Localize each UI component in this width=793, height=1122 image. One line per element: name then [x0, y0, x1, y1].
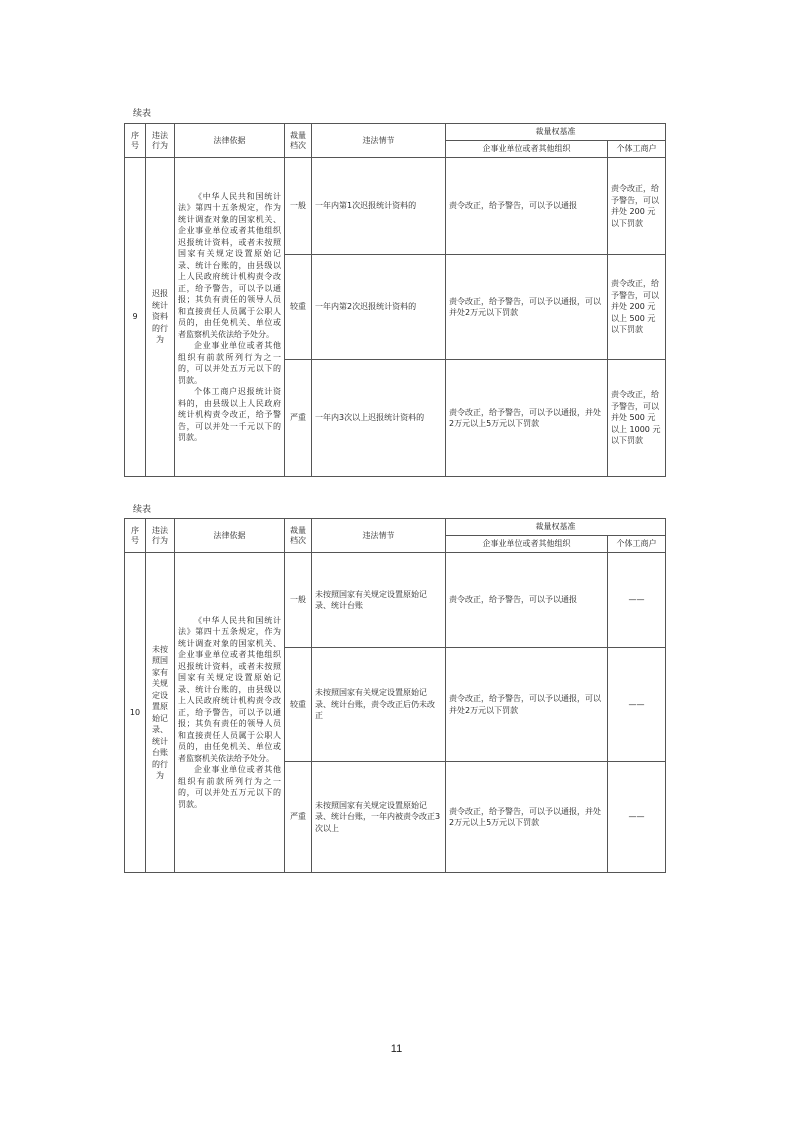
- header-circumstance: 违法情节: [312, 124, 446, 158]
- ind-penalty-cell: ——: [608, 553, 666, 648]
- header-benchmark: 裁量权基准: [446, 124, 666, 141]
- violation-act: 迟报统计资料的行为: [146, 158, 175, 477]
- circumstance-cell: 未按照国家有关规定设置原始记录、统计台账，责令改正后仍未改正: [312, 648, 446, 762]
- continued-label: 续表: [133, 109, 152, 119]
- violation-act: 未按照国家有关规定设置原始记录、统计台账的行为: [146, 553, 175, 873]
- penalty-table-10: [124, 518, 666, 873]
- header-org: 企事业单位或者其他组织: [446, 536, 608, 553]
- circumstance-cell: 一年内第2次迟报统计资料的: [312, 255, 446, 360]
- header-act: 违法行为: [146, 124, 175, 158]
- legal-basis: [175, 553, 285, 873]
- header-basis: 法律依据: [175, 519, 285, 553]
- legal-basis-para: 《中华人民共和国统计法》第四十五条规定，作为统计调查对象的国家机关、企业事业单位或者其他组织迟报统计资料，或者未按照国家有关规定设置原始记录、统计台账的，由县级以上人民政府统计机构责令改正，给予警告，可以予以通报；其负有责任的领导人员和直接责任人员属于公职人员的，由任免机关、单位或者监察机关依法给予处分。: [178, 191, 281, 339]
- circumstance-cell: 未按照国家有关规定设置原始记录、统计台账，一年内被责令改正3次以上: [312, 762, 446, 873]
- header-ind: 个体工商户: [608, 141, 666, 158]
- row-number: 9: [125, 158, 146, 477]
- org-penalty-cell: 责令改正，给予警告，可以予以通报: [446, 553, 608, 648]
- header-org: 企事业单位或者其他组织: [446, 141, 608, 158]
- org-penalty-cell: 责令改正，给予警告，可以予以通报: [446, 158, 608, 255]
- page-number: 11: [390, 1043, 403, 1055]
- org-penalty-cell: 责令改正，给予警告，可以予以通报，并处2万元以上5万元以下罚款: [446, 762, 608, 873]
- level-cell: 较重: [285, 255, 312, 360]
- circumstance-cell: 一年内第1次迟报统计资料的: [312, 158, 446, 255]
- circumstance-cell: 未按照国家有关规定设置原始记录、统计台账: [312, 553, 446, 648]
- header-level: 裁量档次: [285, 124, 312, 158]
- level-cell: 严重: [285, 360, 312, 477]
- header-ind: 个体工商户: [608, 536, 666, 553]
- header-level: 裁量档次: [285, 519, 312, 553]
- level-cell: 严重: [285, 762, 312, 873]
- header-no: 序号: [125, 519, 146, 553]
- legal-basis: [175, 158, 285, 477]
- ind-penalty-cell: 责令改正，给予警告，可以并处 200 元以下罚款: [608, 158, 666, 255]
- legal-basis-para: 个体工商户迟报统计资料的，由县级以上人民政府统计机构责令改正，给予警告，可以并处一千元以下的罚款。: [178, 387, 281, 442]
- ind-penalty-cell: 责令改正，给予警告，可以并处 200 元以上 500 元以下罚款: [608, 255, 666, 360]
- org-penalty-cell: 责令改正，给予警告，可以予以通报，可以并处2万元以下罚款: [446, 255, 608, 360]
- level-cell: 较重: [285, 648, 312, 762]
- legal-basis-para: 《中华人民共和国统计法》第四十五条规定，作为统计调查对象的国家机关、企业事业单位或者其他组织迟报统计资料，或者未按照国家有关规定设置原始记录、统计台账的，由县级以上人民政府统计机构责令改正，给予警告，可以予以通报；其负有责任的领导人员和直接责任人员属于公职人员的，由任免机关、单位或者监察机关依法给予处分。: [178, 615, 281, 763]
- level-cell: 一般: [285, 158, 312, 255]
- header-benchmark: 裁量权基准: [446, 519, 666, 536]
- legal-basis-para: 企业事业单位或者其他组织有前款所列行为之一的，可以并处五万元以下的罚款。: [178, 765, 281, 809]
- header-basis: 法律依据: [175, 124, 285, 158]
- circumstance-cell: 一年内3次以上迟报统计资料的: [312, 360, 446, 477]
- ind-penalty-cell: 责令改正，给予警告，可以并处 500 元以上 1000 元以下罚款: [608, 360, 666, 477]
- org-penalty-cell: 责令改正，给予警告，可以予以通报，可以并处2万元以下罚款: [446, 648, 608, 762]
- continued-label: 续表: [133, 505, 152, 515]
- table-row: [125, 553, 666, 648]
- row-number: 10: [125, 553, 146, 873]
- header-circumstance: 违法情节: [312, 519, 446, 553]
- penalty-table-9: [124, 123, 666, 477]
- header-act: 违法行为: [146, 519, 175, 553]
- ind-penalty-cell: ——: [608, 762, 666, 873]
- ind-penalty-cell: ——: [608, 648, 666, 762]
- level-cell: 一般: [285, 553, 312, 648]
- legal-basis-para: 企业事业单位或者其他组织有前款所列行为之一的，可以并处五万元以下的罚款。: [178, 341, 281, 385]
- header-no: 序号: [125, 124, 146, 158]
- table-row: [125, 158, 666, 255]
- org-penalty-cell: 责令改正，给予警告，可以予以通报，并处2万元以上5万元以下罚款: [446, 360, 608, 477]
